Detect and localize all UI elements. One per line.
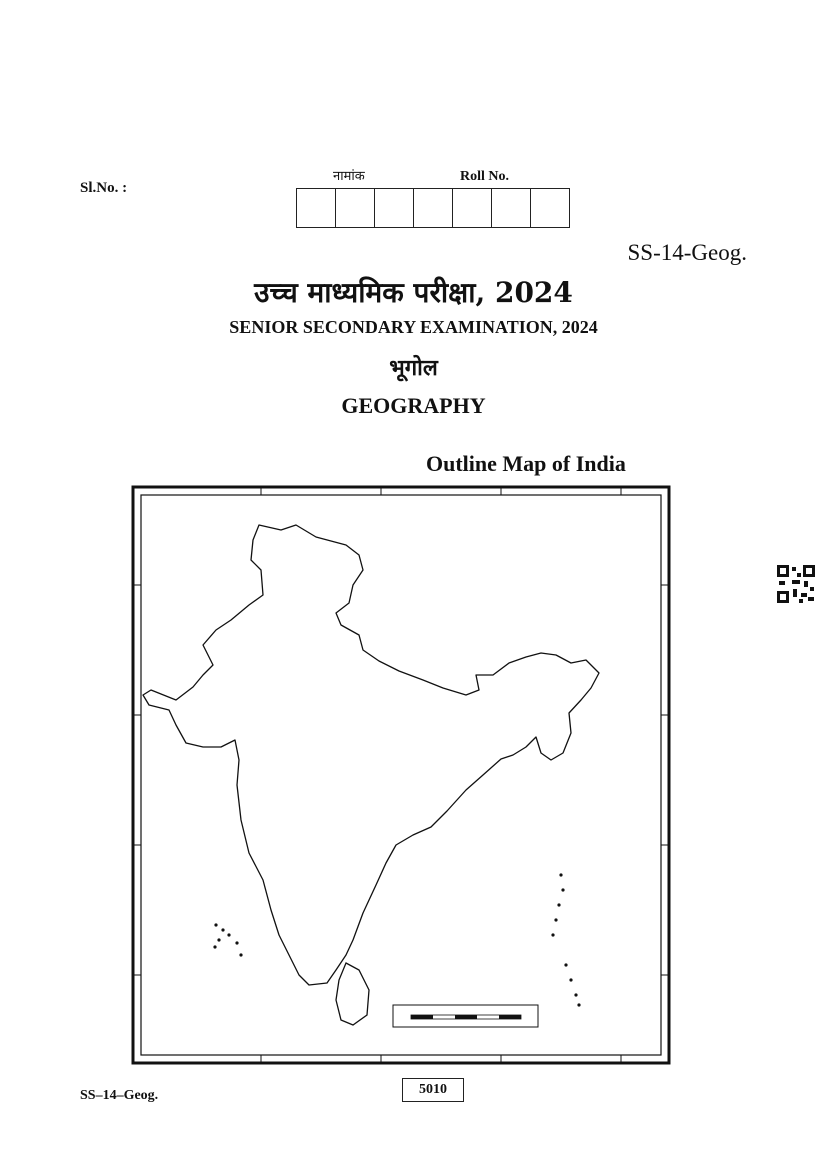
roll-number-box[interactable] (336, 189, 375, 227)
map-grid-ticks (133, 487, 669, 1063)
roll-number-label: Roll No. (460, 169, 509, 184)
roll-number-box[interactable] (297, 189, 336, 227)
subject-title-hindi: भूगोल (389, 355, 438, 381)
roll-number-box[interactable] (375, 189, 414, 227)
india-mainland-outline (143, 525, 599, 985)
map-inner-border (141, 495, 661, 1055)
andaman-nicobar-islands (551, 873, 580, 1006)
paper-code: SS-14-Geog. (627, 240, 747, 265)
india-outline-map (131, 485, 671, 1065)
exam-title-hindi: उच्च माध्यमिक परीक्षा, 2024 (254, 276, 573, 309)
exam-title-english: SENIOR SECONDARY EXAMINATION, 2024 (229, 317, 598, 337)
sri-lanka-outline (336, 963, 369, 1025)
qr-code-icon (777, 565, 815, 603)
roll-number-label-hindi: नामांक (333, 169, 365, 184)
roll-number-box[interactable] (492, 189, 531, 227)
roll-number-box[interactable] (414, 189, 453, 227)
map-scale-bar (393, 1005, 538, 1027)
serial-number-label: Sl.No. : (80, 180, 128, 196)
roll-number-box[interactable] (453, 189, 492, 227)
map-title: Outline Map of India (426, 451, 626, 476)
roll-number-box[interactable] (531, 189, 569, 227)
footer-paper-code: SS–14–Geog. (80, 1088, 159, 1103)
lakshadweep-islands (213, 923, 242, 956)
subject-title-english: GEOGRAPHY (341, 393, 486, 418)
roll-number-boxes (296, 188, 570, 228)
map-outer-border (133, 487, 669, 1063)
page-code-box: 5010 (402, 1078, 464, 1102)
